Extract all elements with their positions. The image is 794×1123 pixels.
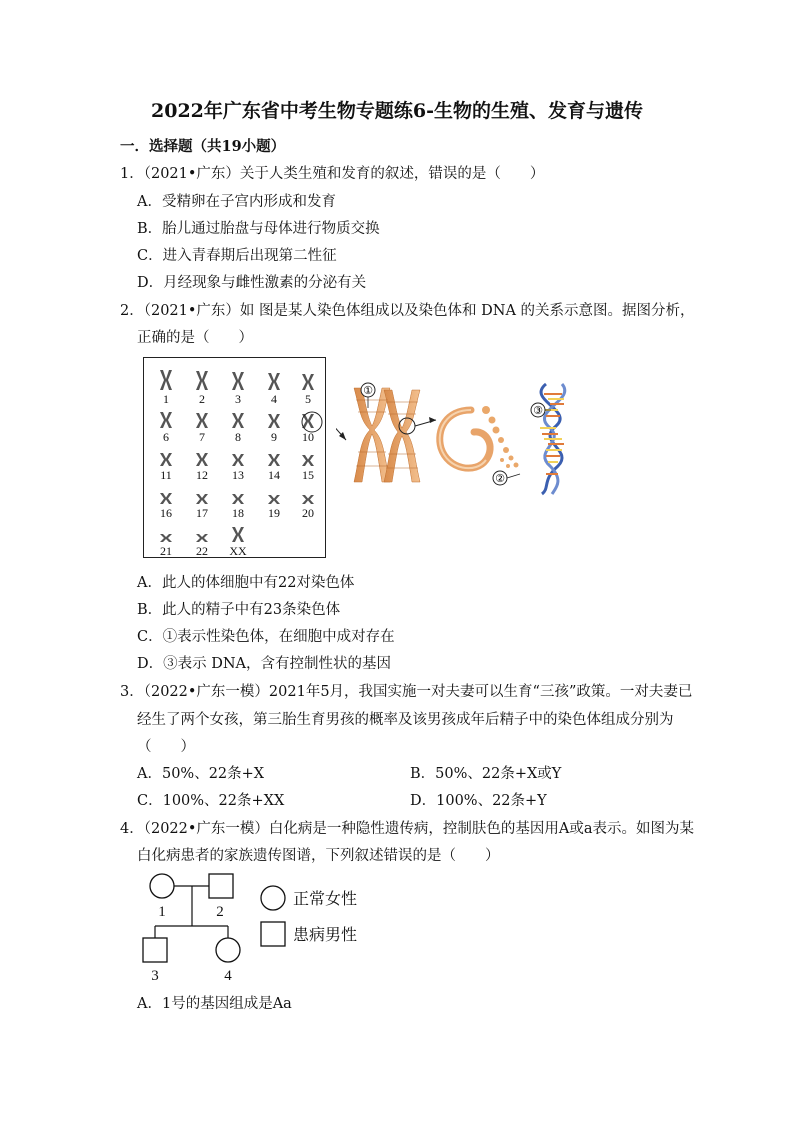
question-2-stem: 2．（2021•广东）如 图是某人染色体组成以及染色体和 DNA 的关系示意图。据图分析，: [120, 303, 695, 319]
legend-affected-male: 患病男性: [293, 925, 358, 944]
question-3-option-d[interactable]: D．100%、22条+Y: [410, 793, 547, 809]
chromosome-18: [232, 494, 244, 504]
chromosome-number-13: 13: [232, 468, 244, 482]
question-3-option-c[interactable]: C．100%、22条+XX: [137, 793, 285, 809]
karyotype-chromosomes: [144, 358, 324, 556]
pedigree-label-3: 3: [151, 968, 159, 984]
question-4-option-a[interactable]: A．1号的基因组成是Aa: [137, 996, 292, 1012]
chromosome-number-1: 1: [163, 392, 169, 406]
chromosome-number-22: 22: [196, 544, 208, 556]
question-3-paren: （ ）: [137, 739, 195, 755]
question-2-option-a[interactable]: A．此人的体细胞中有22对染色体: [137, 575, 355, 591]
page-title: 2022年广东省中考生物专题练6-生物的生殖、发育与遗传: [151, 100, 643, 122]
question-3-stem: 3．（2022•广东一模）2021年5月，我国实施一对夫妻可以生育“三孩”政策。一对夫妻已: [120, 684, 693, 700]
chromosome-number-18: 18: [232, 506, 244, 520]
chromosome-number-14: 14: [268, 468, 280, 482]
pedigree-male-3: [143, 938, 167, 962]
pedigree-male-2: [209, 874, 233, 898]
question-1-stem: 1．（2021•广东）关于人类生殖和发育的叙述，错误的是（ ）: [120, 166, 545, 182]
chromosome-number-10: 10: [302, 430, 314, 444]
chromosome-number-XX: XX: [229, 544, 247, 556]
chromosome-x-pair: [354, 388, 420, 482]
question-4-stem-cont: 白化病患者的家族遗传图谱，下列叙述错误的是（ ）: [137, 848, 500, 864]
chromosome-12: [196, 453, 208, 466]
chromosome-13: [232, 454, 244, 466]
pedigree-label-4: 4: [224, 968, 232, 984]
chromosome-number-16: 16: [160, 506, 172, 520]
chromosome-number-7: 7: [199, 430, 205, 444]
question-2-stem-cont: 正确的是（ ）: [137, 330, 253, 346]
question-3-option-a[interactable]: A．50%、22条+X: [137, 766, 265, 782]
chromosome-number-11: 11: [160, 468, 172, 482]
marker-1-label: ①: [363, 384, 373, 397]
chromosome-11: [160, 453, 172, 466]
section-heading: 一．选择题（共19小题）: [120, 138, 286, 155]
chromosome-22: [196, 534, 208, 542]
chromosome-number-3: 3: [235, 392, 241, 406]
karyotype-figure: [143, 357, 326, 558]
question-4-stem: 4．（2022•广东一模）白化病是一种隐性遗传病，控制肤色的基因用A或a表示。如图为某: [120, 821, 695, 837]
chromosome-number-5: 5: [305, 392, 311, 406]
chromosome-number-19: 19: [268, 506, 280, 520]
chromosome-number-6: 6: [163, 430, 169, 444]
chromosome-number-4: 4: [271, 392, 277, 406]
chromosome-XX: [232, 527, 244, 542]
chromosome-3: [232, 372, 244, 390]
question-3-stem-cont: 经生了两个女孩，第三胎生育男孩的概率及该男孩成年后精子中的染色体组成分别为: [137, 712, 674, 728]
chromosome-6: [160, 412, 172, 428]
marker-3-label: ③: [533, 404, 543, 417]
chromosome-1: [160, 370, 172, 390]
chromosome-14: [268, 454, 280, 466]
chromosome-2: [196, 371, 208, 390]
dna-helix: [540, 384, 565, 494]
chromosome-15: [302, 455, 314, 466]
pedigree-female-4: [216, 938, 240, 962]
chromosome-number-2: 2: [199, 392, 205, 406]
chromosome-4: [268, 373, 280, 390]
chromosome-number-8: 8: [235, 430, 241, 444]
chromosome-5: [302, 374, 314, 390]
question-2-option-d[interactable]: D．③表示 DNA，含有控制性状的基因: [137, 656, 392, 672]
chromosome-number-20: 20: [302, 506, 314, 520]
pedigree-label-1: 1: [158, 904, 166, 920]
chromosome-8: [232, 413, 244, 428]
question-2-option-c[interactable]: C．①表示性染色体，在细胞中成对存在: [137, 629, 395, 645]
chromosome-number-17: 17: [196, 506, 208, 520]
pedigree-label-2: 2: [216, 904, 224, 920]
question-3-option-b[interactable]: B．50%、22条+X或Y: [410, 766, 562, 782]
chromosome-19: [268, 495, 280, 504]
legend-female-symbol: [261, 886, 285, 910]
legend-male-symbol: [261, 922, 285, 946]
question-1-option-d[interactable]: D．月经现象与雌性激素的分泌有关: [137, 275, 367, 291]
pedigree-female-1: [150, 874, 174, 898]
question-1-option-b[interactable]: B．胎儿通过胎盘与母体进行物质交换: [137, 221, 380, 237]
pedigree-chart: [140, 866, 380, 990]
chromosome-9: [268, 414, 280, 428]
chromosome-20: [302, 495, 314, 504]
chromosome-21: [160, 534, 172, 542]
legend-normal-female: 正常女性: [293, 889, 358, 908]
chromosome-number-12: 12: [196, 468, 208, 482]
question-1-option-a[interactable]: A．受精卵在子宫内形成和发育: [137, 194, 336, 210]
question-2-option-b[interactable]: B．此人的精子中有23条染色体: [137, 602, 341, 618]
chromosome-number-21: 21: [160, 544, 172, 556]
chromosome-number-15: 15: [302, 468, 314, 482]
chromosome-dna-diagram: [336, 370, 576, 504]
chromosome-16: [160, 493, 172, 504]
chromosome-number-9: 9: [271, 430, 277, 444]
chromosome-7: [196, 413, 208, 428]
marker-2-label: ②: [495, 472, 505, 485]
chromosome-17: [196, 494, 208, 504]
question-1-option-c[interactable]: C．进入青春期后出现第二性征: [137, 248, 337, 264]
